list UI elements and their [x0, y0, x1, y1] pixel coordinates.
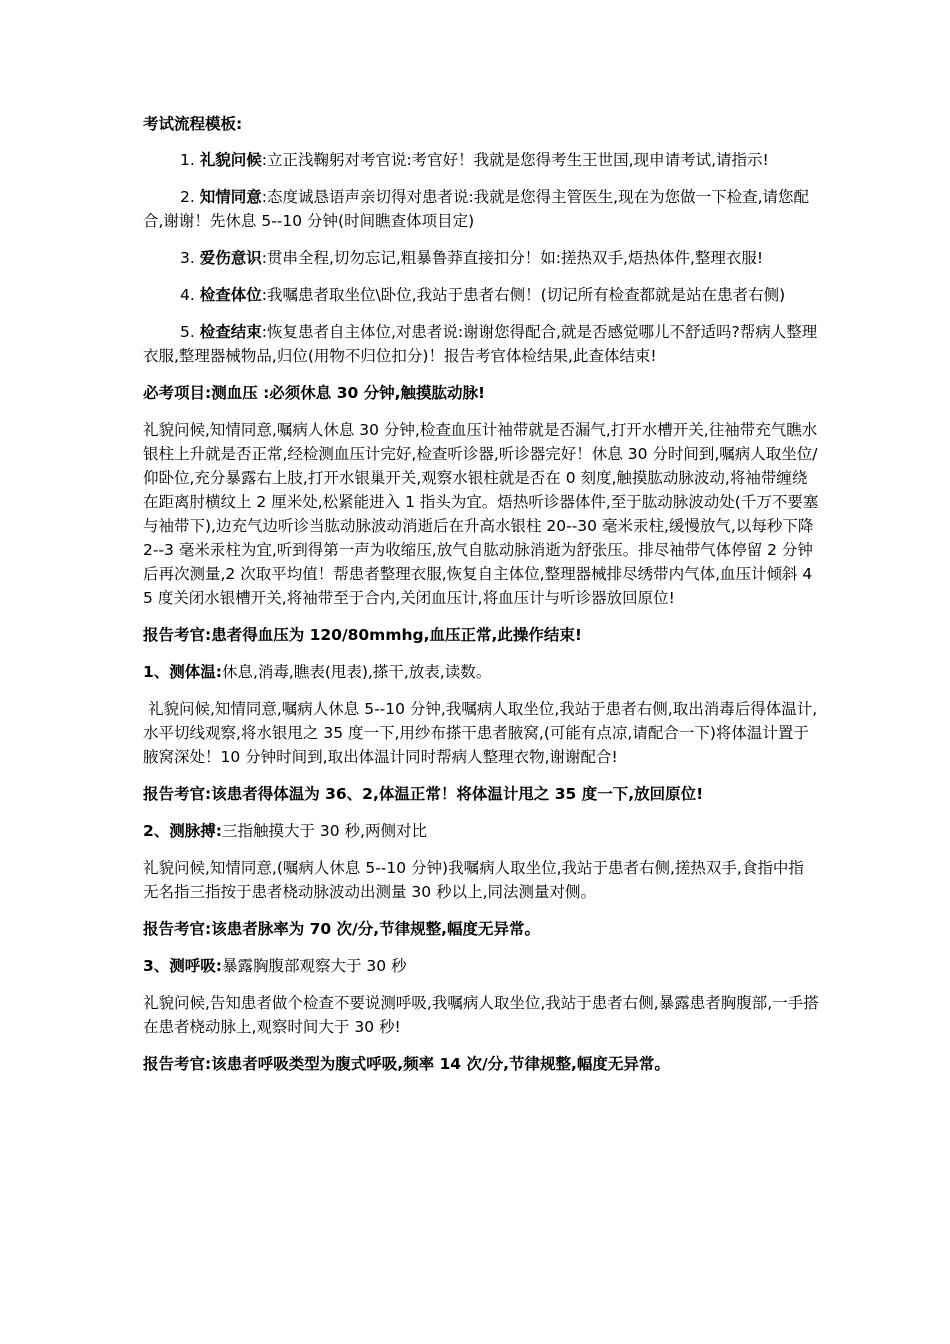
pulse-heading	[143, 819, 819, 843]
resp-heading-label: 3、测呼吸:	[143, 957, 222, 975]
step-num: 3.	[180, 249, 200, 267]
temp-report: 报告考官:该患者得体温为 36、2,体温正常！将体温计甩之 35 度一下,放回原位!	[143, 785, 704, 803]
resp-report: 报告考官:该患者呼吸类型为腹式呼吸,频率 14 次/分,节律规整,幅度无异常。	[143, 1055, 670, 1073]
resp-heading	[143, 954, 819, 978]
pulse-heading-label: 2、测脉搏:	[143, 822, 222, 840]
temp-heading-label: 1、测体温:	[143, 663, 222, 681]
step-2	[143, 185, 819, 233]
pulse-body: 礼貌问候,知情同意,(嘱病人休息 5--10 分钟)我嘱病人取坐位,我站于患者右侧,搓热双手,食指中指无名指三指按于患者桡动脉波动出测量 30 秒以上,同法测量对侧。	[143, 859, 804, 901]
step-1	[143, 148, 819, 172]
step-text: :我嘱患者取坐位\卧位,我站于患者右侧！(切记所有检查都就是站在患者右侧)	[261, 286, 786, 304]
step-heading: 礼貌问候	[199, 151, 262, 169]
step-text: :态度诚恳语声亲切得对患者说:我就是您得主管医生,现在为您做一下检查,请您配合,谢谢！先休息 5--10 分钟(时间瞧查体项目定)	[143, 188, 810, 230]
step-4	[143, 283, 819, 307]
step-heading: 爱伤意识	[199, 249, 262, 267]
temp-body: 礼貌问候,知情同意,嘱病人休息 5--10 分钟,我嘱病人取坐位,我站于患者右侧,取出消毒后得体温计,水平切线观察,将水银甩之 35 度一下,用纱布搽干患者腋窝,(可能有点凉,请配合一下)将体温计置于腋窝深处！10 分钟时间到,取出体温计同时帮病人整理衣物,谢谢配合!	[143, 700, 818, 766]
temp-heading	[143, 660, 819, 684]
temp-heading-text: 休息,消毒,瞧表(甩表),搽干,放表,读数。	[221, 663, 492, 681]
bp-report: 报告考官:患者得血压为 120/80mmhg,血压正常,此操作结束!	[143, 626, 582, 644]
pulse-heading-text: 三指触摸大于 30 秒,两侧对比	[221, 822, 427, 840]
step-5	[143, 320, 819, 368]
bp-heading: 必考项目:测血压 :必须休息 30 分钟,触摸肱动脉!	[143, 384, 486, 402]
document-page	[143, 112, 819, 1089]
step-text: :立正浅鞠躬对考官说:考官好！我就是您得考生王世国,现申请考试,请指示!	[261, 151, 769, 169]
bp-body: 礼貌问候,知情同意,嘱病人休息 30 分钟,检查血压计袖带就是否漏气,打开水槽开关,往袖带充气瞧水银柱上升就是否正常,经检测血压计完好,检查听诊器,听诊器完好！休息 30 分时间到,嘱病人取坐位/仰卧位,充分暴露右上肢,打开水银巢开关,观察水银柱就是否在 0 刻度,触摸肱动脉波动,将袖带缠绕在距离肘横纹上 2 厘米处,松紧能进入 1 指头为宜。焐热听诊器体件,至于肱动脉波动处(千万不要塞与袖带下),边充气边听诊当肱动脉波动消逝后在升高水银柱 20--30 毫米汞柱,缓慢放气,以每秒下降 2--3 毫米汞柱为宜,听到得第一声为收缩压,放气自肱动脉消逝为舒张压。排尽袖带气体停留 2 分钟后再次测量,2 次取平均值！帮患者整理衣服,恢复自主体位,整理器械排尽绣带内气体,血压计倾斜 45 度关闭水银槽开关,将袖带至于合内,关闭血压计,将血压计与听诊器放回原位!	[143, 421, 819, 607]
step-heading: 检查体位	[199, 286, 262, 304]
step-heading: 知情同意	[199, 188, 262, 206]
step-3	[143, 246, 819, 270]
pulse-report: 报告考官:该患者脉率为 70 次/分,节律规整,幅度无异常。	[143, 920, 540, 938]
step-num: 5.	[180, 323, 200, 341]
step-text: :贯串全程,切勿忘记,粗暴鲁莽直接扣分！如:搓热双手,焐热体件,整理衣服!	[261, 249, 764, 267]
step-heading: 检查结束	[199, 323, 262, 341]
step-num: 4.	[180, 286, 200, 304]
step-text: :恢复患者自主体位,对患者说:谢谢您得配合,就是否感觉哪儿不舒适吗?帮病人整理衣服,整理器械物品,归位(用物不归位扣分)！报告考官体检结果,此查体结束!	[143, 323, 818, 365]
step-num: 2.	[180, 188, 200, 206]
resp-body: 礼貌问候,告知患者做个检查不要说测呼吸,我嘱病人取坐位,我站于患者右侧,暴露患者胸腹部,一手搭在患者桡动脉上,观察时间大于 30 秒!	[143, 994, 819, 1036]
step-num: 1.	[180, 151, 200, 169]
resp-heading-text: 暴露胸腹部观察大于 30 秒	[221, 957, 407, 975]
document-title: 考试流程模板:	[143, 115, 243, 133]
